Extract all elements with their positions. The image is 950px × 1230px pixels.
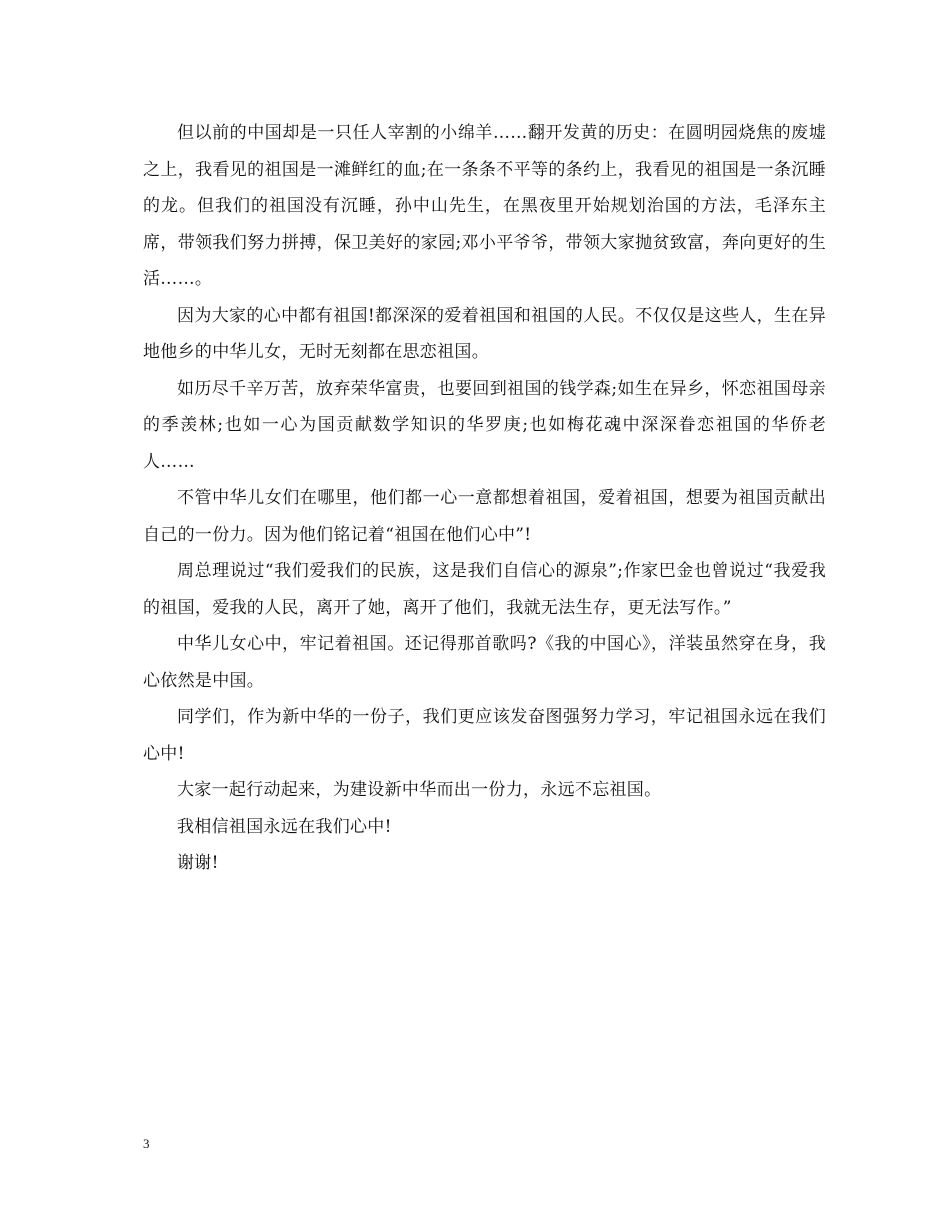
page-number: 3 [143,1136,150,1151]
paragraph: 但以前的中国却是一只任人宰割的小绵羊……翻开发黄的历史：在圆明园烧焦的废墟之上，我看见的祖国是一滩鲜红的血;在一条条不平等的条约上，我看见的祖国是一条沉睡的龙。但我们的祖国没有沉睡，孙中山先生，在黑夜里开始规划治国的方法，毛泽东主席，带领我们努力拼搏，保卫美好的家园;邓小平爷爷，带领大家抛贫致富，奔向更好的生活……。 [143,123,826,289]
paragraph: 不管中华儿女们在哪里，他们都一心一意都想着祖国，爱着祖国，想要为祖国贡献出自己的一份力。因为他们铭记着“祖国在他们心中”! [143,488,826,545]
paragraph: 如历尽千辛万苦，放弃荣华富贵，也要回到祖国的钱学森;如生在异乡，怀恋祖国母亲的季羡林;也如一心为国贡献数学知识的华罗庚;也如梅花魂中深深眷恋祖国的华侨老人…… [143,378,826,472]
paragraph: 大家一起行动起来，为建设新中华而出一份力，永远不忘祖国。 [177,780,662,800]
paragraph: 同学们，作为新中华的一份子，我们更应该发奋图强努力学习，牢记祖国永远在我们心中! [143,707,826,764]
paragraph: 我相信祖国永远在我们心中! [177,816,392,837]
body-text [143,115,826,882]
paragraph: 周总理说过“我们爱我们的民族，这是我们自信心的源泉”;作家巴金也曾说过“我爱我的祖国，爱我的人民，离开了她，离开了他们，我就无法生存，更无法写作。” [143,561,826,618]
paragraph: 谢谢! [177,853,219,873]
paragraph: 中华儿女心中，牢记着祖国。还记得那首歌吗?《我的中国心》，洋装虽然穿在身，我心依然是中国。 [143,634,826,691]
paragraph: 因为大家的心中都有祖国!都深深的爱着祖国和祖国的人民。不仅仅是这些人，生在异地他乡的中华儿女，无时无刻都在思恋祖国。 [143,305,826,362]
